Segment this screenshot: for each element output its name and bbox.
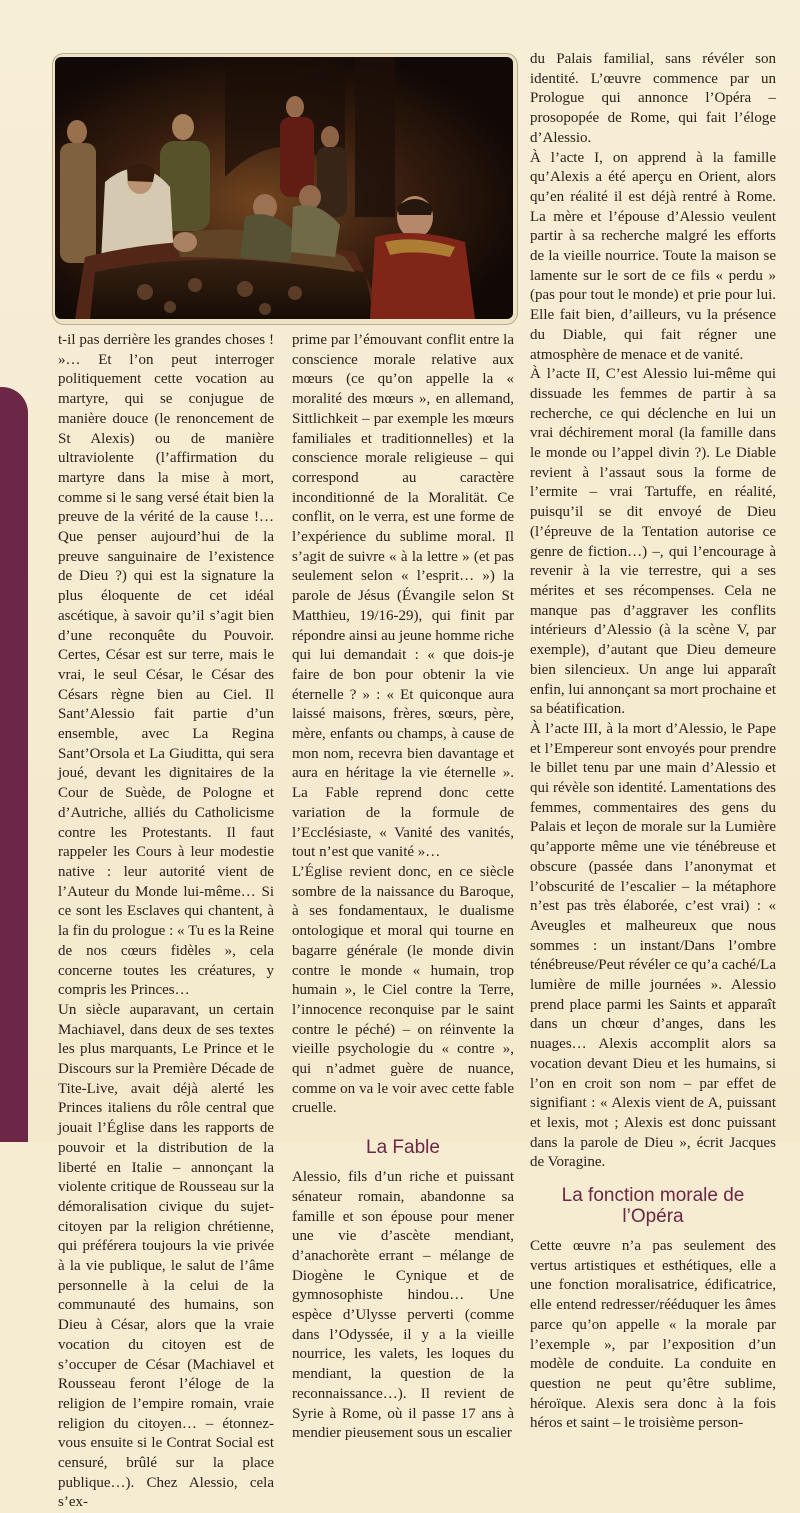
col2-paragraph-2: L’Église revient donc, en ce siècle sombre de la naissance du Baroque, à ses fondamentaux, le dualisme ontologique et moral qui tourne en bagarre générale (le monde divin contre le monde « humain, trop humain », le Ciel contre la Terre, l’innocence reconquise par le saint contre le péché) – on réinvente la vieille psychologie du « contre », qui n’admet guère de nuance, comme on va le voir avec cette fable cruelle. [292,863,514,1117]
column-3 [530,50,776,1434]
side-color-tab [0,387,28,1142]
col1-paragraph-2: Un siècle auparavant, un certain Machiavel, dans deux de ses textes les plus marquants, Le Prince et le Discours sur la Première Décade de Tite-Live, avait déjà alerté les Princes italiens du rôle central que jouait l’Église dans les rapports de pouvoir et la distribution de la liberté en Italie – annonçant la violente critique de Rousseau sur la démoralisation civique du sujet-citoyen par la religion chrétienne, qui préférera toujours la vie privée à la vie publique, le salut de l’âme personnelle à la celui de la communauté des humains, son Dieu à César, alors que la vraie vocation du citoyen est de s’occuper de César (Machiavel et Rousseau feront l’éloge de la religion de l’empire romain, vraie religion du citoyen… – étonnez-vous ensuite si le Contrat Social est censuré, brûlé sur la place publique…). Chez Alessio, cela s’ex- [58,1001,274,1511]
section-heading-fonction-morale: La fonction morale de l’Opéra [561,1185,745,1228]
section-heading-la-fable: La Fable [366,1137,440,1159]
col2-paragraph-1: prime par l’émouvant conflit entre la conscience morale relative aux mœurs (ce qu’on appelle la « moralité des mœurs », en allemand, Sittlichkeit – par exemple les mœurs familiales et traditionnelles) et la conscience morale religieuse – qui correspond au caractère inconditionné de la Moralität. Ce conflit, on le verra, est une forme de l’expérience du sublime moral. Il s’agit de suivre « à la lettre » (et pas seulement selon « l’esprit… ») la parole de Jésus (Évangile selon St Matthieu, 19/16-29), qui finit par répondre ainsi au jeune homme riche qui lui demandait : « que dois-je faire de bon pour obtenir la vie éternelle ? » : « Et quiconque aura laissé maisons, frères, sœurs, père, mère, enfants ou champs, à cause de mon nom, recevra bien davantage et aura en héritage la vie éternelle ». La Fable reprend donc cette variation de la formule de l’Ecclésiaste, « Vanité des vanités, tout n’est que vanité »… [292,332,514,861]
col1-paragraph-1: t-il pas derrière les grandes choses ! »… Et l’on peut interroger politiquement cette vocation au martyre, qui se conjugue de manière douce (le renoncement de St Alexis) ou de manière ultraviolente (l’affirmation du martyre dans la mise à mort, comme si le sang versé était bien la preuve de la vérité de la cause !… Que penser aujourd’hui de la preuve sanguinaire de l’existence de Dieu ?) qui est la signature la plus éloquente de cet idéal ascétique, à savoir qu’il s’agit bien d’une reconquête du Pouvoir. Certes, César est sur terre, mais le vrai, le seul César, le César des Césars règne bien au Ciel. Il Sant’Alessio fait partie d’un ensemble, avec La Regina Sant’Orsola et La Giuditta, qui sera joué, devant les dignitaires de la Cour de Suède, de Pologne et d’Autriche, alliés du Catholicisme contre les Protestants. Il faut rappeler les Cours à leur modestie native : leur autorité vient de l’Auteur du Monde lui-même… Si ce sont les Esclaves qui chantent, à la fin du prologue : « Tu es la Reine de nos cœurs fidèles », cela concerne toutes les créatures, y compris les Princes… [58,332,274,999]
opera-scene-photo [55,57,513,319]
col3-paragraph-1: du Palais familial, sans révéler son identité. L’œuvre commence par un Prologue qui annonce l’Opéra – prosopopée de Rome, qui fait l’éloge d’Alessio. [530,51,776,146]
col3-paragraph-5: Cette œuvre n’a pas seulement des vertus artistiques et esthétiques, elle a une fonction moralisatrice, édificatrice, elle entend redresser/rééduquer les âmes parce qu’on appelle « la morale par l’exemple », par l’exposition d’un modèle de conduite. La conduite en question ne peut qu’être sublime, héroïque. Alexis sera donc à la fois héros et saint – le troisième person- [530,1238,776,1432]
col3-paragraph-2: À l’acte I, on apprend à la famille qu’Alexis a été aperçu en Orient, alors qu’en réalité il est déjà rentré à Rome. La mère et l’épouse d’Alessio veulent partir à sa recherche malgré les efforts de la vieille nourrice. Toute la maison se lamente sur le sort de ce fils « perdu » (pas pour tout le monde) et prie pour lui. Elle fait bien, d’ailleurs, vu la présence du Diable, qui fait régner une atmosphère de menace et de vanité. [530,149,776,363]
column-1 [58,331,274,1513]
column-2 [292,331,514,1444]
col3-paragraph-4: À l’acte III, à la mort d’Alessio, le Pape et l’Empereur sont envoyés pour prendre le billet tenu par une main d’Alessio et qui révèle son identité. Lamentations des femmes, commentaires des gens du Palais et leçon de morale sur la Lumière qu’apporte même une vie ténébreuse et obscure (passée dans l’anonymat et l’obscurité de l’escalier – la métaphore n’est pas très élaborée, c’est vrai) : « Aveugles et malheureux que nous sommes : un instant/Dans l’ombre ténébreuse/Peut révéler ce qu’a caché/La lumière de mille journées ». Alessio prend place parmi les Saints et apparaît dans un chœur d’anges, dans les nuages… Alexis accomplit alors sa vocation devant Dieu et les humains, si l’on en croit son nom – par effet de signifiant : « Alexis vient de A, puissant et lexis, mot ; Alexis est donc puissant dans la parole de Dieu », écrit Jacques de Voragine. [530,720,776,1171]
col2-paragraph-3: Alessio, fils d’un riche et puissant sénateur romain, abandonne sa famille et son épouse pour mener une vie d’ascète mendiant, d’anachorète errant – mélange de Diogène le Cynique et de gymnosophiste hindou… Une espèce d’Ulysse perverti (comme dans l’Odyssée, il y a la vieille nourrice, les valets, les loques du mendiant, la question de la reconnaissance…). Il revient de Syrie à Rome, où il passe 17 ans à mendier pieusement sous un escalier [292,1169,514,1442]
col3-paragraph-3: À l’acte II, C’est Alessio lui-même qui dissuade les femmes de partir à sa recherche, ce qui déclenche en lui un vrai déchirement moral (la famille dans le monde ou l’appel divin ?). Le Diable revient à l’assaut sous la forme de l’ermite – vrai Tartuffe, en réalité, puisqu’il se dit envoyé de Dieu (l’épreuve de la Tentation autorise ce genre de fiction…) –, qui l’encourage à revenir à la vie terrestre, qui a ses mérites et ses récompenses. Cela ne manque pas d’aggraver les conflits intérieurs d’Alessio (à la scène V, par exemple), d’autant que Dieu demeure bien silencieux. Un ange lui apparaît enfin, lui annonçant sa mort prochaine et sa béatification. [530,366,776,718]
